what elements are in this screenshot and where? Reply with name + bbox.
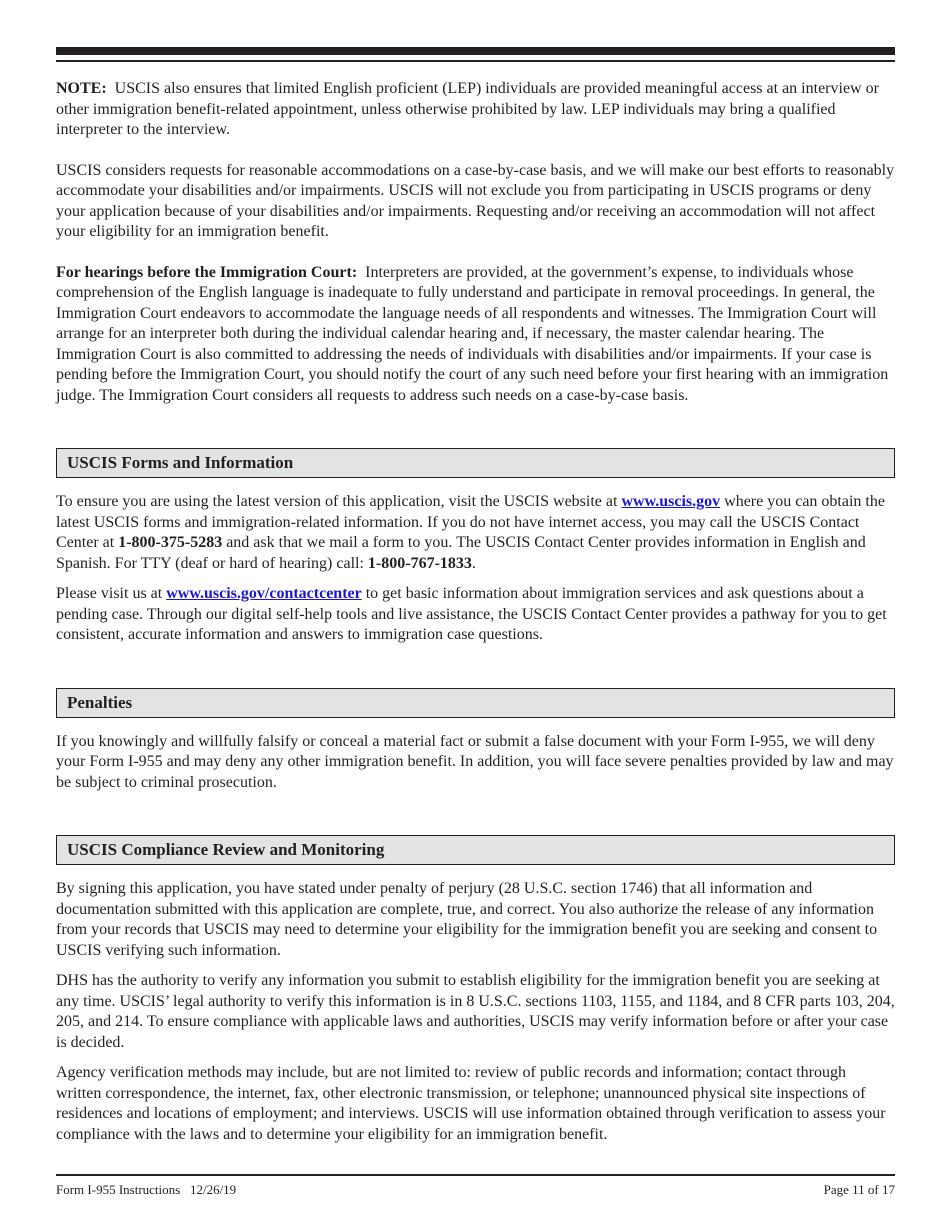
forms-p2-text-a: Please visit us at	[56, 585, 167, 602]
hearings-label: For hearings before the Immigration Court:	[56, 263, 358, 281]
header-rule-thin	[56, 60, 895, 62]
forms-p1-text-b: where you can obtain the latest USCIS forms and immigration-related information. If you do not have internet access, you may call the USCIS Contact Center at	[56, 493, 885, 551]
page-footer	[56, 1182, 895, 1198]
section-header-forms: USCIS Forms and Information	[56, 448, 895, 478]
section-header-penalties: Penalties	[56, 688, 895, 718]
contact-center-link[interactable]: www.uscis.gov/contactcenter	[166, 585, 362, 602]
compliance-paragraph-3: Agency verification methods may include, but are not limited to: review of public records and information; contact through written correspondence, the internet, fax, other electronic transmission, or telephone; unannounced physical site inspections of residences and locations of employment; and interviews. USCIS will use information obtained through verification to assess your compliance with the laws and to determine your eligibility for an immigration benefit.	[56, 1064, 886, 1143]
form-version-label: Form I-955 Instructions 12/26/19	[56, 1182, 237, 1197]
forms-p1-end: .	[471, 554, 476, 572]
footer-rule	[56, 1174, 895, 1176]
page-number: Page 11 of 17	[823, 1182, 895, 1197]
accommodations-paragraph: USCIS considers requests for reasonable accommodations on a case-by-case basis, and we will make our best efforts to reasonably accommodate your disabilities and/or impairments. USCIS will not exclude you from participating in USCIS programs or deny your application because of your disabilities and/or impairments. Requesting and/or receiving an accommodation will not affect your eligibility for an immigration benefit.	[56, 161, 895, 240]
document-body	[56, 79, 895, 1145]
uscis-website-link[interactable]: www.uscis.gov	[621, 493, 721, 510]
contact-center-phone: 1-800-375-5283	[118, 534, 223, 551]
forms-p2-text-b: to get basic information about immigration services and ask questions about a pending case. Through our digital self-help tools and live assistance, the USCIS Contact Center provides a pathway for you to get consistent, accurate information and answers to immigration case questions.	[56, 585, 887, 643]
forms-p1-text-a: To ensure you are using the latest version of this application, visit the USCIS website at	[56, 493, 622, 510]
note-paragraph	[56, 79, 895, 141]
compliance-paragraph-2: DHS has the authority to verify any information you submit to establish eligibility for the immigration benefit you are seeking at any time. USCIS’ legal authority to verify this information is in 8 U.S.C. sections 1103, 1155, and 1184, and 8 CFR parts 103, 204, 205, and 214. To ensure compliance with applicable laws and authorities, USCIS may verify information before or after your case is decided.	[56, 972, 895, 1051]
section-header-compliance: USCIS Compliance Review and Monitoring	[56, 835, 895, 865]
note-label: NOTE:	[56, 80, 107, 97]
hearings-paragraph	[56, 263, 895, 407]
header-rule-thick	[56, 47, 895, 55]
forms-p1-text-c: and ask that we mail a form to you. The USCIS Contact Center provides information in English and Spanish. For TTY (deaf or hard of hearing) call:	[56, 534, 866, 572]
hearings-text: Interpreters are provided, at the government’s expense, to individuals whose comprehension of the English language is inadequate to fully understand and participate in removal proceedings. In general, the Immigration Court endeavors to accommodate the language needs of all respondents and witnesses. The Immigration Court will arrange for an interpreter both during the individual calendar hearing and, if necessary, the master calendar hearing. The Immigration Court is also committed to addressing the needs of individuals with disabilities and/or impairments. If your case is pending before the Immigration Court, you should notify the court of any such need before your first hearing with an immigration judge. The Immigration Court considers all requests to address such needs on a case-by-case basis.	[56, 263, 889, 404]
penalties-paragraph: If you knowingly and willfully falsify or conceal a material fact or submit a false document with your Form I-955, we will deny your Form I-955 and may deny any other immigration benefit. In addition, you will face severe penalties provided by law and may be subject to criminal prosecution.	[56, 732, 894, 791]
forms-paragraph-2	[56, 584, 895, 646]
tty-phone: 1-800-767-1833	[367, 554, 472, 572]
forms-paragraph-1	[56, 492, 895, 574]
compliance-paragraph-1: By signing this application, you have stated under penalty of perjury (28 U.S.C. section 1746) that all information and documentation submitted with this application are complete, true, and correct. You also authorize the release of any information from your records that USCIS may need to determine your eligibility for the immigration benefit you are seeking and consent to USCIS verifying such information.	[56, 880, 878, 959]
note-text: USCIS also ensures that limited English proficient (LEP) individuals are provided meaningful access at an interview or other immigration benefit-related appointment, unless otherwise prohibited by law. LEP individuals may bring a qualified interpreter to the interview.	[56, 80, 879, 138]
